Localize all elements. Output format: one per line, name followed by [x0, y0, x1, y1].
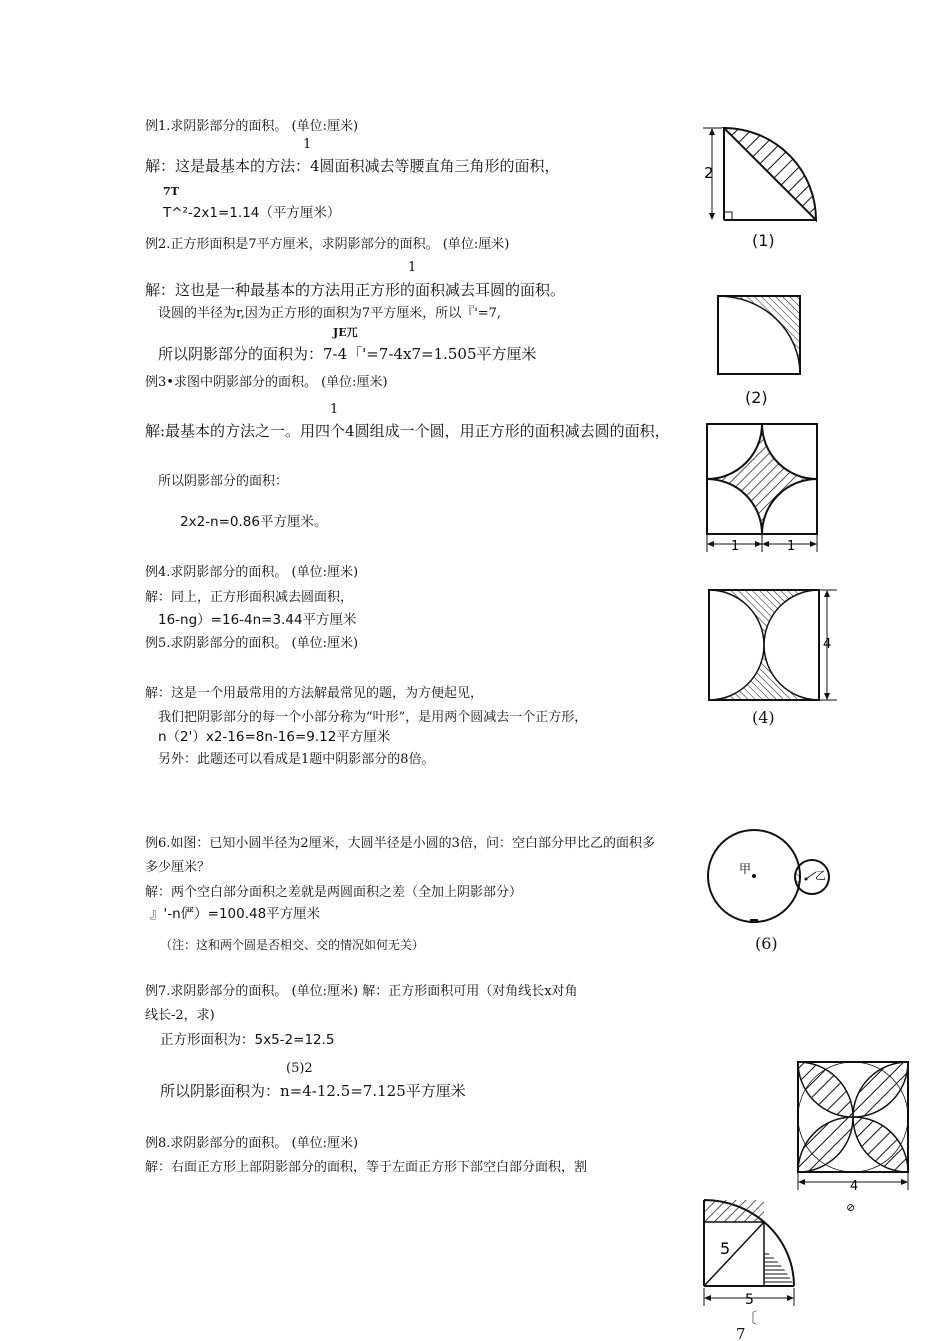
ex6-note: （注：这和两个圆是否相交、交的情况如何无关）	[160, 938, 425, 952]
ex2-figure	[714, 292, 806, 378]
ex2-line3: 所以阴影部分的面积为：7-4「'=7-4x7=1.505平方厘米	[158, 345, 537, 363]
ex4-title: 例4.求阴影部分的面积。 (单位:厘米)	[145, 565, 359, 580]
ex3-title: 例3•求图中阴影部分的面积。 (单位:厘米)	[145, 375, 388, 390]
ex2-solution: 解：这也是一种最基本的方法用正方形的面积减去耳圆的面积。	[145, 281, 566, 299]
ex7-dim-label: 4	[850, 1179, 859, 1194]
ex8-dim-label: 5	[745, 1292, 754, 1308]
ex4-caption: (4)	[752, 708, 775, 727]
ex3-solution: 解:最基本的方法之一。用四个4圆组成一个圆，用正方形的面积减去圆的面积，	[145, 422, 670, 440]
ex7-figure	[794, 1058, 914, 1194]
ex6-line2: 』'-n俨）=100.48平方厘米	[150, 906, 321, 922]
ex4-dim-label: 4	[823, 637, 832, 652]
ex6-solution: 解：两个空白部分面积之差就是两圆面积之差（全加上阴影部分）	[145, 885, 523, 900]
ex7-line3-top: (5)2	[286, 1061, 313, 1076]
ex5-line4: 另外：此题还可以看成是1题中阴影部分的8倍。	[158, 752, 435, 767]
ex8-title: 例8.求阴影部分的面积。 (单位:厘米)	[145, 1136, 359, 1151]
ex6-caption: (6)	[755, 934, 778, 953]
ex5-line3: n（2'）x2-16=8n-16=9.12平方厘米	[158, 729, 391, 745]
ex6-label-yi: 乙	[815, 869, 826, 882]
ex2-line3-top: JE兀	[333, 326, 358, 339]
ex8-caption: 〔	[742, 1309, 758, 1327]
ex2-title: 例2.正方形面积是7平方厘米，求阴影部分的面积。 (单位:厘米)	[145, 237, 510, 252]
ex4-figure	[705, 586, 839, 704]
ex3-dim-right: 1	[787, 539, 796, 554]
ex1-caption: (1)	[752, 231, 775, 250]
ex8-caption-2: 7	[736, 1328, 746, 1341]
ex8-solution: 解：右面正方形上部阴影部分的面积，等于左面正方形下部空白部分面积，割	[145, 1160, 588, 1175]
ex4-solution: 解：同上，正方形面积减去圆面积，	[145, 590, 354, 605]
ex8-diag-label: 5	[720, 1239, 731, 1258]
ex3-figure	[703, 420, 821, 554]
ex6-label-jia: 甲	[739, 862, 752, 876]
ex7-line3: 所以阴影面积为：n=4-12.5=7.125平方厘米	[160, 1082, 466, 1100]
ex1-dim-label: 2	[704, 164, 714, 182]
ex5-title: 例5.求阴影部分的面积。 (单位:厘米)	[145, 636, 359, 651]
ex6-title: 例6.如图：已知小圆半径为2厘米，大圆半径是小圆的3倍，问：空白部分甲比乙的面积多	[145, 836, 655, 851]
ex1-fraction-numerator: 1	[303, 137, 312, 152]
ex2-fraction-numerator: 1	[408, 260, 417, 275]
ex3-line2: 所以阴影部分的面积：	[158, 474, 289, 489]
ex4-line2: 16-ng）=16-4n=3.44平方厘米	[158, 612, 357, 628]
ex8-figure	[700, 1196, 804, 1310]
ex1-formula: T^²-2x1=1.14（平方厘米）	[163, 205, 341, 221]
ex3-fraction-numerator: 1	[330, 402, 339, 417]
ex5-solution: 解：这是一个用最常用的方法解最常见的题，为方便起见，	[145, 686, 484, 701]
ex1-title: 例1.求阴影部分的面积。 (单位:厘米)	[145, 119, 359, 134]
ex6-figure	[706, 826, 834, 930]
ex6-title-cont: 多少厘米？	[145, 860, 211, 875]
ex5-line2: 我们把阴影部分的每一个小部分称为“叶形”，是用两个圆减去一个正方形，	[158, 710, 588, 725]
ex1-figure	[700, 124, 825, 224]
ex1-solution: 解：这是最基本的方法：4圆面积减去等腰直角三角形的面积，	[145, 157, 560, 175]
ex3-dim-left: 1	[731, 539, 740, 554]
ex7-caption: ⊘	[846, 1201, 856, 1214]
ex7-title-cont: 线长-2，求)	[145, 1008, 215, 1023]
ex7-line2: 正方形面积为：5x5-2=12.5	[160, 1032, 335, 1048]
ex1-formula-top: 7T	[163, 185, 179, 198]
ex3-line3: 2x2-n=0.86平方厘米。	[180, 514, 328, 530]
ex2-caption: (2)	[745, 388, 768, 407]
ex2-line2: 设圆的半径为r,因为正方形的面积为7平方厘米，所以『'=7,	[158, 306, 502, 321]
ex7-title: 例7.求阴影部分的面积。 (单位:厘米) 解：正方形面积可用（对角线长x对角	[145, 984, 578, 999]
